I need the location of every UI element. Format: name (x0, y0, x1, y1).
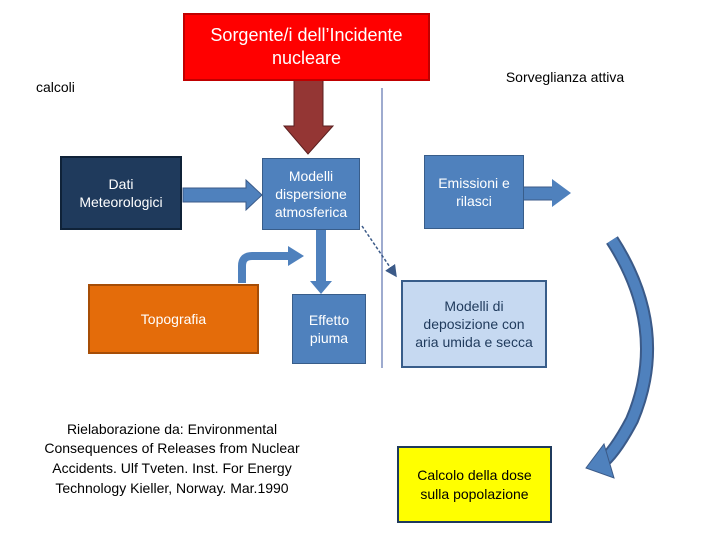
topography-box[interactable]: Topografia (88, 284, 259, 354)
calcoli-label: calcoli (36, 79, 75, 95)
plume-box[interactable]: Effetto piuma (292, 294, 366, 364)
credit-text: Rielaborazione da: Environmental Consequences of Releases from Nuclear Accidents. Ulf Tveten. Inst. For Energy Technology Kieller, Norway. Mar.1990 (44, 420, 300, 496)
meteo-box[interactable]: Dati Meteorologici (60, 156, 182, 230)
plume-arrowhead (310, 281, 332, 294)
dispersion-to-deposition-link (362, 226, 396, 276)
dose-box[interactable]: Calcolo della dose sulla popolazione (397, 446, 552, 523)
source-box[interactable]: Sorgente/i dell’Incidente nucleare (183, 13, 430, 81)
topography-arrowhead (288, 246, 304, 266)
dispersion-box[interactable]: Modelli dispersione atmosferica (262, 158, 360, 230)
sorveglianza-label: Sorveglianza attiva (505, 69, 625, 85)
dispersion-to-plume-shaft (317, 230, 325, 282)
contamination-label: Contaminazione del suolo e risospensione (570, 176, 706, 211)
topography-to-dispersion-arrow (242, 256, 290, 283)
source-to-dispersion-arrow (284, 80, 333, 154)
emissions-box[interactable]: Emissioni e rilasci (424, 155, 524, 229)
meteo-to-dispersion-arrow (183, 180, 262, 210)
deposition-box[interactable]: Modelli di deposizione con aria umida e secca (401, 280, 547, 368)
